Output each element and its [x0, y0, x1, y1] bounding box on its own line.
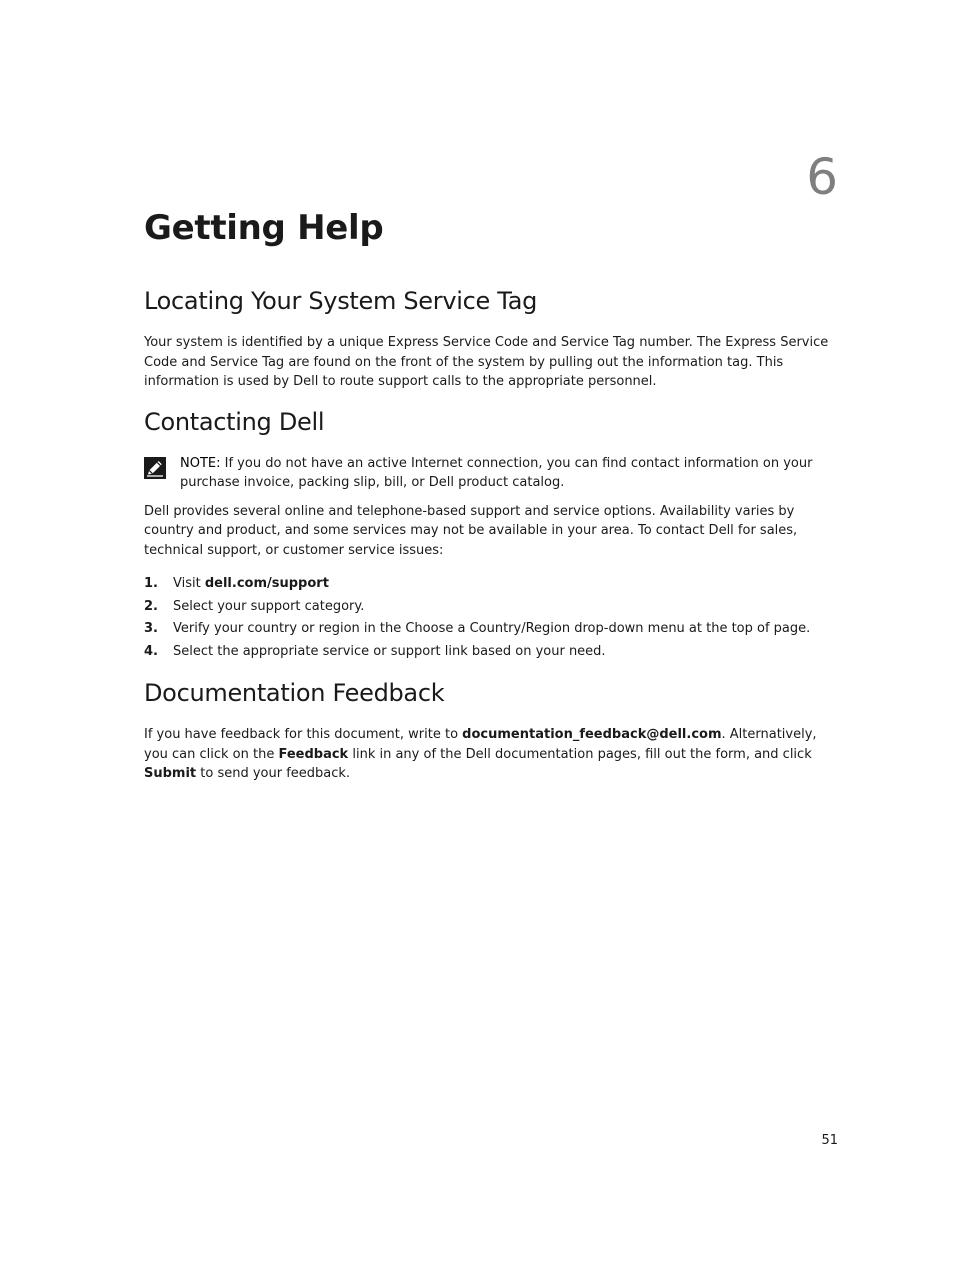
step-number: 2. — [144, 598, 158, 614]
step-text: Select the appropriate service or support link based on your need. — [173, 643, 606, 659]
section-title-service-tag: Locating Your System Service Tag — [144, 287, 538, 315]
page-number: 51 — [821, 1133, 838, 1148]
list-item — [144, 641, 838, 664]
submit-label: Submit — [144, 766, 197, 781]
section-title-documentation-feedback: Documentation Feedback — [144, 679, 445, 707]
feedback-text-3: link in any of the Dell documentation pages, fill out the form, and click — [348, 746, 812, 762]
note-pencil-icon — [144, 457, 166, 479]
note-block — [144, 454, 838, 493]
feedback-email-link[interactable]: documentation_feedback@dell.com — [462, 727, 722, 742]
feedback-paragraph — [144, 725, 838, 784]
feedback-text-2: . Alternatively, you can click on the — [144, 727, 817, 762]
chapter-title: Getting Help — [144, 208, 384, 248]
note-label: NOTE: — [180, 455, 221, 471]
section-title-contacting-dell: Contacting Dell — [144, 407, 325, 436]
contacting-paragraph: Dell provides several online and telephone-based support and service options. Availability varies by country and product, and some services may not be available in your area. To contact Dell for sales, technical support, or customer service issues: — [144, 503, 798, 558]
feedback-text-4: to send your feedback. — [196, 766, 351, 781]
page-content — [144, 284, 838, 784]
contact-steps-list — [144, 573, 838, 663]
support-link[interactable]: dell.com/support — [204, 576, 329, 591]
note-paragraph — [180, 454, 838, 493]
feedback-link-label: Feedback — [278, 746, 349, 762]
note-text: If you do not have an active Internet connection, you can find contact information on your purchase invoice, packing slip, bill, or Dell product catalog. — [180, 455, 813, 490]
step-text: Visit — [173, 576, 205, 591]
list-item — [144, 596, 838, 619]
list-item — [144, 618, 838, 641]
feedback-text-1: If you have feedback for this document, write to — [144, 727, 463, 742]
step-text: Select your support category. — [173, 598, 365, 614]
step-number: 4. — [144, 643, 158, 659]
step-text: Verify your country or region in the Choose a Country/Region drop-down menu at the top of page. — [173, 621, 811, 636]
service-tag-paragraph: Your system is identified by a unique Express Service Code and Service Tag number. The Express Service Code and Service Tag are found on the front of the system by pulling out the information tag. This information is used by Dell to route support calls to the appropriate personnel. — [144, 335, 829, 389]
chapter-number: 6 — [806, 148, 838, 206]
step-number: 3. — [144, 621, 158, 636]
list-item — [144, 573, 838, 596]
step-number: 1. — [144, 576, 158, 591]
